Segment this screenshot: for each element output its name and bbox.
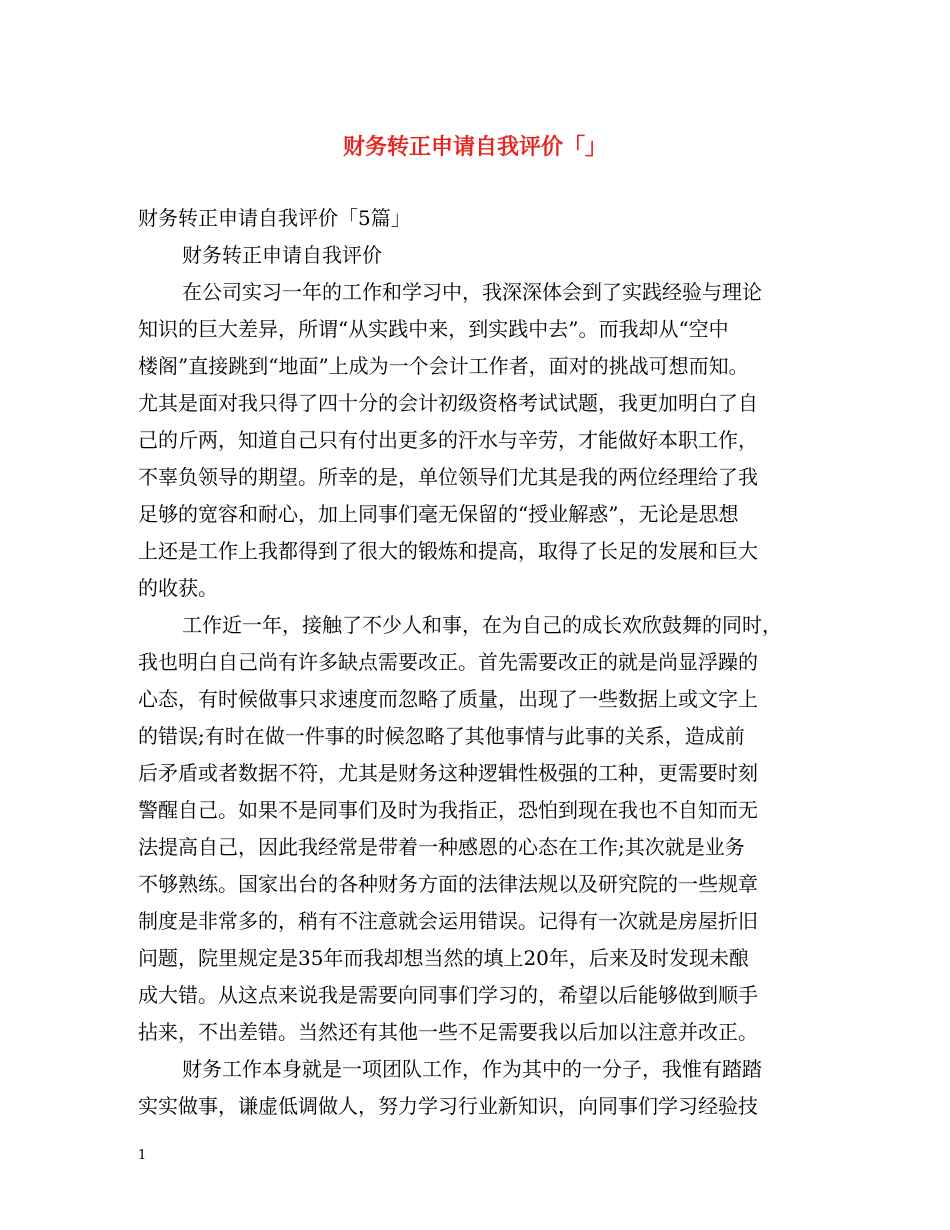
paragraph-line: 的错误;有时在做一件事的时候忽略了其他事情与此事的关系，造成前: [138, 724, 745, 748]
paragraph-line: 我也明白自己尚有许多缺点需要改正。首先需要改正的就是尚显浮躁的: [138, 650, 758, 674]
paragraph-line: 问题，院里规定是35年而我却想当然的填上20年，后来及时发现未酿: [138, 946, 749, 970]
paragraph-line: 在公司实习一年的工作和学习中，我深深体会到了实践经验与理论: [182, 280, 762, 304]
paragraph-line: 财务工作本身就是一项团队工作，作为其中的一分子，我惟有踏踏: [182, 1057, 762, 1081]
subtitle-line: 财务转正申请自我评价「5篇」: [138, 206, 411, 230]
paragraph-line: 警醒自己。如果不是同事们及时为我指正，恐怕到现在我也不自知而无: [138, 798, 758, 822]
paragraph-line: 实实做事，谦虚低调做人，努力学习行业新知识，向同事们学习经验技: [138, 1094, 758, 1118]
paragraph-line: 上还是工作上我都得到了很大的锻炼和提高，取得了长足的发展和巨大: [138, 539, 758, 563]
paragraph-line: 拈来，不出差错。当然还有其他一些不足需要我以后加以注意并改正。: [138, 1020, 758, 1044]
section-heading: 财务转正申请自我评价: [182, 243, 382, 267]
paragraph-line: 后矛盾或者数据不符，尤其是财务这种逻辑性极强的工种，更需要时刻: [138, 761, 758, 785]
paragraph-line: 工作近一年，接触了不少人和事，在为自己的成长欢欣鼓舞的同时，: [182, 613, 782, 637]
paragraph-line: 楼阁”直接跳到“地面”上成为一个会计工作者，面对的挑战可想而知。: [138, 354, 749, 378]
document-title: 财务转正申请自我评价「」: [342, 134, 607, 160]
paragraph-line: 己的斤两，知道自己只有付出更多的汗水与辛劳，才能做好本职工作，: [138, 428, 758, 452]
paragraph-line: 法提高自己，因此我经常是带着一种感恩的心态在工作;其次就是业务: [138, 835, 745, 859]
paragraph-line: 的收获。: [138, 576, 218, 600]
paragraph-line: 不辜负领导的期望。所幸的是，单位领导们尤其是我的两位经理给了我: [138, 465, 758, 489]
paragraph-line: 成大错。从这点来说我是需要向同事们学习的，希望以后能够做到顺手: [138, 983, 758, 1007]
paragraph-line: 知识的巨大差异，所谓“从实践中来，到实践中去”。而我却从“空中: [138, 317, 729, 341]
paragraph-line: 心态，有时候做事只求速度而忽略了质量，出现了一些数据上或文字上: [138, 687, 758, 711]
paragraph-line: 足够的宽容和耐心，加上同事们毫无保留的“授业解惑”，无论是思想: [138, 502, 739, 526]
paragraph-line: 制度是非常多的，稍有不注意就会运用错误。记得有一次就是房屋折旧: [138, 909, 758, 933]
page-number: 1: [138, 1148, 147, 1163]
paragraph-line: 不够熟练。国家出台的各种财务方面的法律法规以及研究院的一些规章: [138, 872, 758, 896]
paragraph-line: 尤其是面对我只得了四十分的会计初级资格考试试题，我更加明白了自: [138, 391, 758, 415]
